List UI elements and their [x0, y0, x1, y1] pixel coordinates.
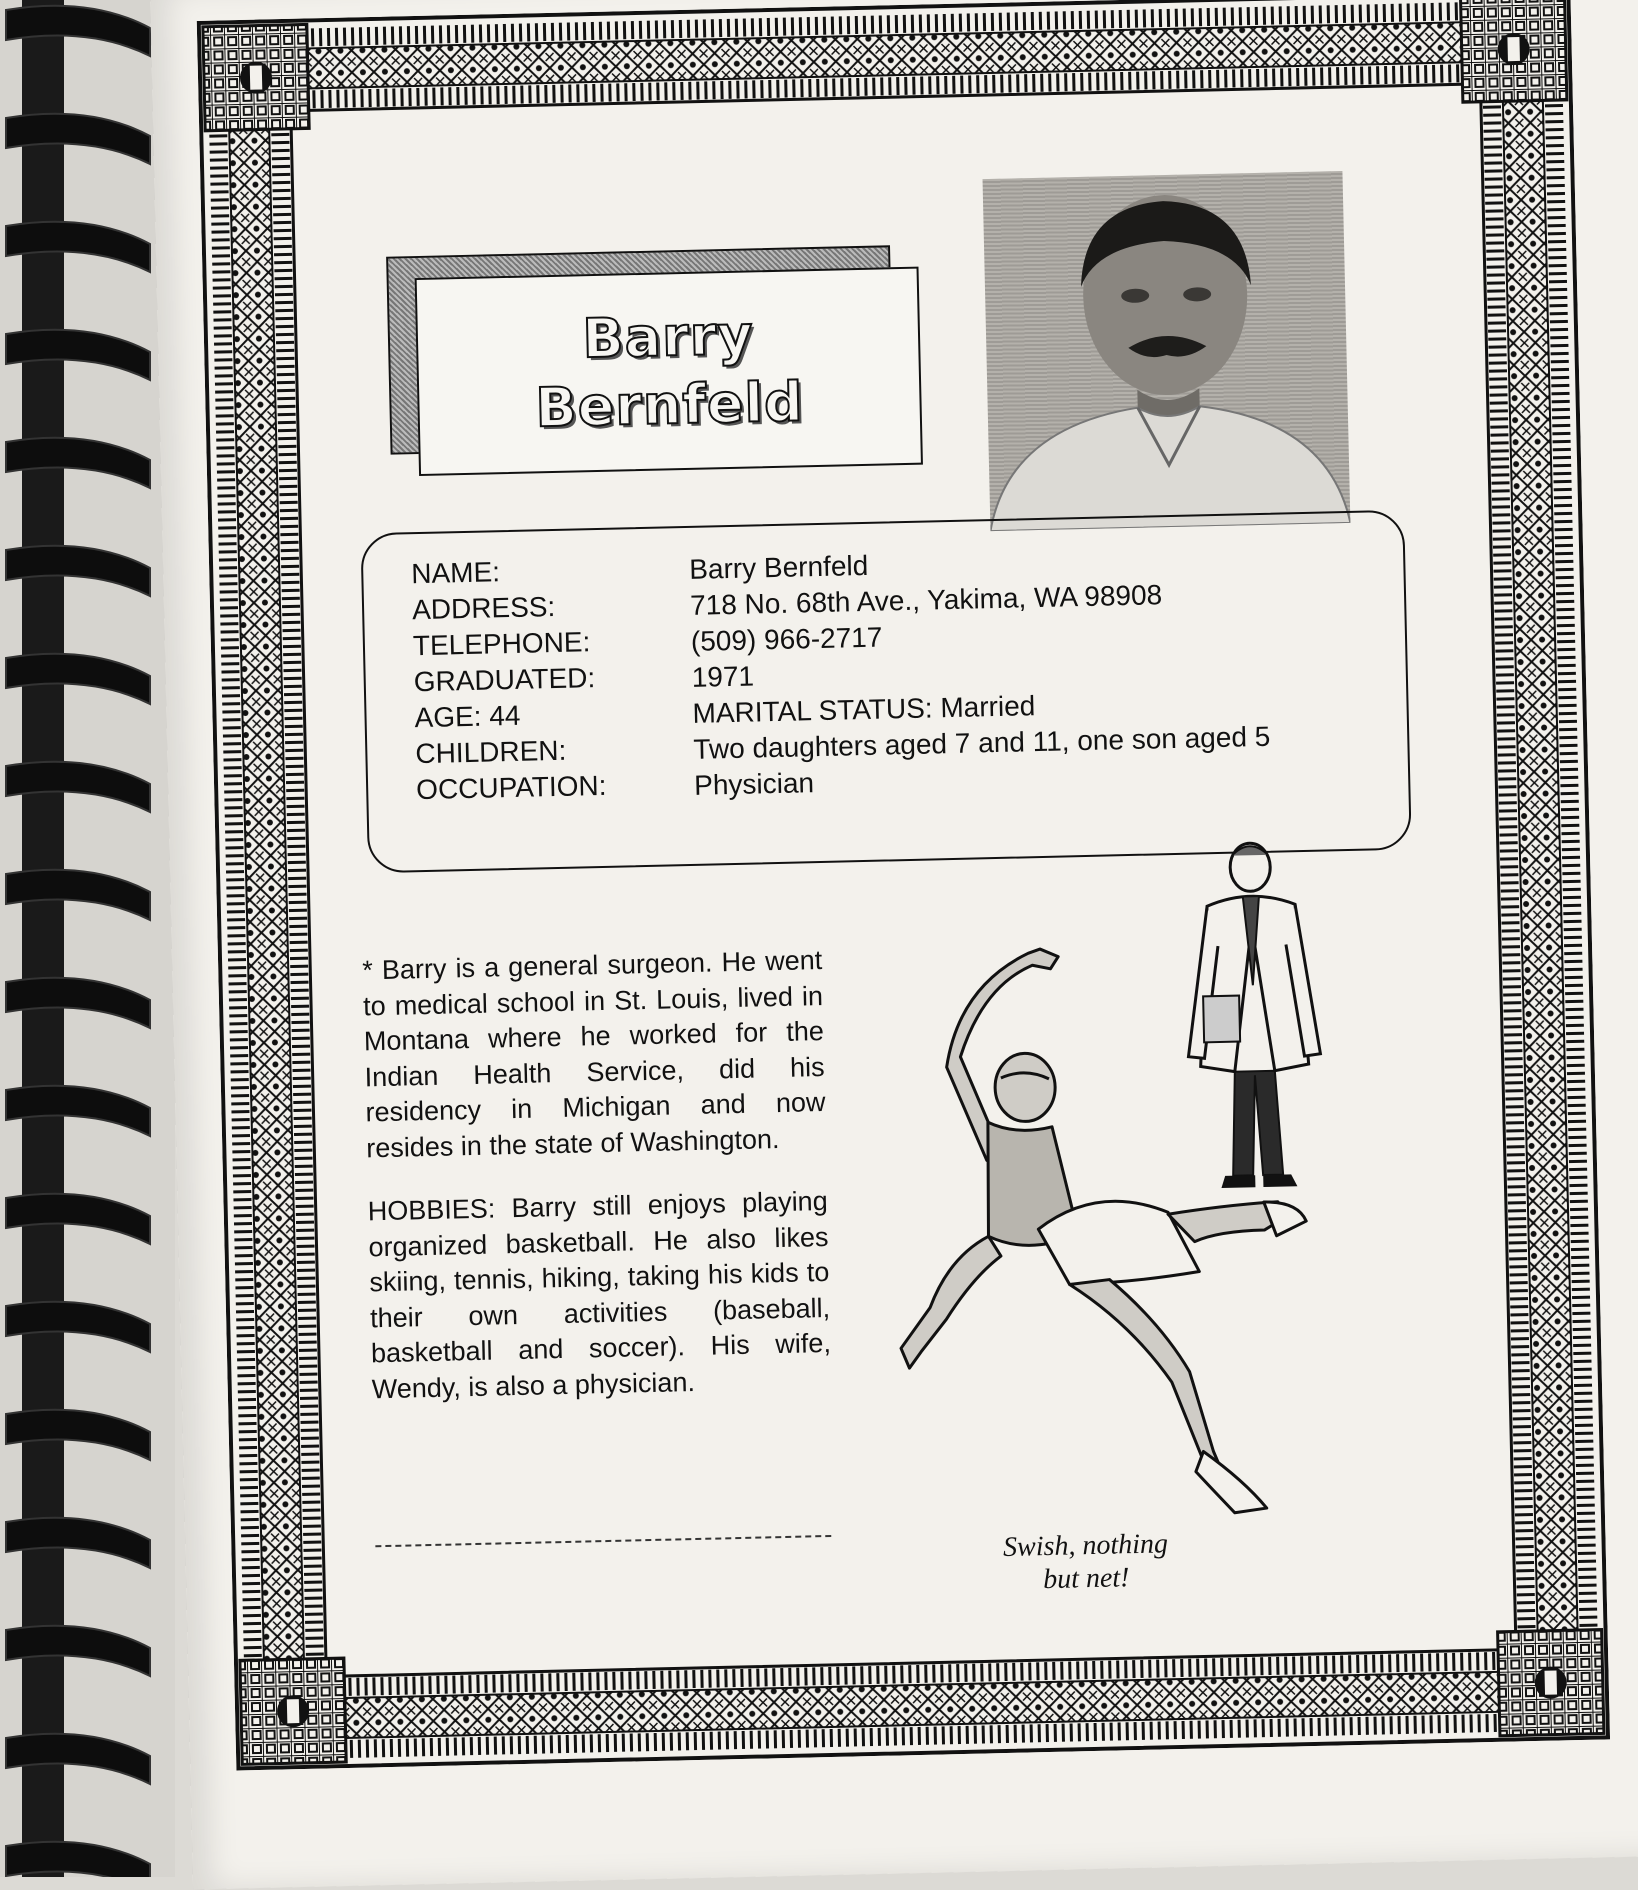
info-label: ADDRESS: — [411, 590, 556, 626]
info-label: NAME: — [410, 556, 501, 590]
spiral-binding-icon — [0, 0, 175, 1877]
illustration-caption — [945, 1526, 1226, 1598]
info-value: (509) 966-2717 — [690, 621, 883, 657]
caption-line-1: Swish, nothing — [1002, 1528, 1169, 1564]
info-value: Barry Bernfeld — [688, 549, 869, 585]
info-label: GRADUATED: — [413, 662, 596, 698]
hobbies-paragraph: HOBBIES: Barry still enjoys playing organized basketball. He also likes skiing, tennis, hiking, taking his kids to their own activities (baseball, basketball and soccer). His wife, Wendy, is also a physician. — [367, 1185, 832, 1404]
basketball-player-illustration-icon — [862, 939, 1335, 1529]
info-box — [360, 510, 1411, 874]
info-value: Physician — [693, 767, 815, 801]
name-plate-front — [415, 267, 923, 476]
info-value: 718 No. 68th Ave., Yakima, WA 98908 — [689, 579, 1163, 621]
info-label: TELEPHONE: — [412, 626, 591, 662]
caption-line-2: but net! — [1042, 1562, 1130, 1596]
portrait-photo-icon — [983, 171, 1351, 531]
info-value: 1971 — [691, 660, 755, 693]
last-name: Bernfeld — [534, 370, 805, 440]
info-value: MARITAL STATUS: Married — [692, 690, 1036, 729]
info-label: AGE: 44 — [414, 699, 521, 734]
yearbook-page — [150, 0, 1638, 1890]
info-label: CHILDREN: — [415, 734, 567, 770]
name-plate — [386, 244, 931, 482]
info-label: OCCUPATION: — [415, 769, 607, 806]
info-value: Two daughters aged 7 and 11, one son aged 5 — [693, 720, 1271, 765]
bio-text — [362, 943, 833, 1435]
bio-paragraph: * Barry is a general surgeon. He went to medical school in St. Louis, lived in Montana where he worked for the Indian Health Service, did his residency in Michigan and now resides in the state of Washington. — [361, 945, 826, 1163]
first-name: Barry — [581, 303, 755, 371]
